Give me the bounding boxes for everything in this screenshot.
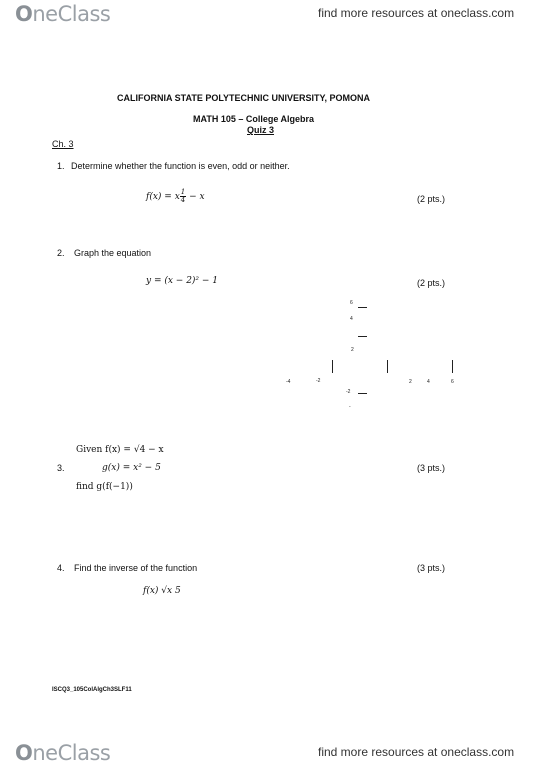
y-label-6: 6 [350, 300, 353, 306]
footer-logo-text: neClass [32, 741, 111, 765]
y-label-4: 4 [350, 316, 353, 322]
q1-math-tail: − x [186, 192, 205, 202]
q4-points: (3 pts.) [417, 563, 446, 573]
x-tick-2 [387, 360, 388, 373]
y-tick-6 [358, 307, 367, 308]
footer-resources-link[interactable]: find more resources at oneclass.com [318, 745, 515, 759]
q2-equation: y = (x − 2)² − 1 [146, 276, 219, 286]
x-label-6: 6 [451, 379, 454, 385]
q1-text: Determine whether the function is even, odd or neither. [71, 161, 290, 171]
q4-number: 4. [57, 563, 65, 573]
oneclass-logo[interactable]: OneClass [15, 2, 111, 26]
q1-equation [146, 189, 205, 204]
q4-text: Find the inverse of the function [74, 563, 198, 573]
footer-oneclass-logo[interactable]: OneClass [15, 741, 111, 765]
q3-g-line: g(x) = x² − 5 [102, 463, 161, 473]
x-label-neg4: -4 [286, 379, 291, 385]
q1-math: f(x) = x [146, 192, 180, 202]
q1-fraction: $\frac{1}{4}$ [180, 188, 186, 204]
q3-points: (3 pts.) [417, 463, 446, 473]
resources-link[interactable]: find more resources at oneclass.com [318, 6, 515, 20]
chapter-label: Ch. 3 [52, 139, 74, 149]
logo-text: neClass [32, 2, 111, 26]
x-label-neg2: -2 [316, 378, 321, 384]
y-label-2: 2 [351, 347, 354, 353]
x-tick-6 [452, 360, 453, 373]
quiz-title: Quiz 3 [247, 125, 275, 135]
x-tick-neg2 [332, 360, 333, 373]
q3-find-line: find g(f(−1)) [76, 482, 133, 492]
q1-points: (2 pts.) [417, 194, 446, 204]
q2-points: (2 pts.) [417, 278, 446, 288]
q4-equation: f(x) √x 5 [143, 586, 181, 596]
graph-area [280, 295, 470, 415]
course-title: MATH 105 – College Algebra [193, 114, 315, 124]
y-label-neg2: -2 [346, 389, 351, 395]
y-tick-neg2 [358, 393, 367, 394]
q1-number: 1. [57, 161, 65, 171]
y-tick-4 [358, 336, 367, 337]
university-title: CALIFORNIA STATE POLYTECHNIC UNIVERSITY, POMONA [117, 93, 371, 103]
x-label-2: 2 [409, 379, 412, 385]
q3-given-line: Given f(x) = √4 − x [76, 445, 164, 455]
q3-number: 3. [57, 463, 65, 473]
x-label-4: 4 [427, 379, 430, 385]
q2-text: Graph the equation [74, 248, 152, 258]
q2-number: 2. [57, 248, 65, 258]
y-label-neg4: - [349, 404, 351, 410]
document-code: ISCQ3_105ColAlgCh3SLF11 [52, 687, 132, 693]
